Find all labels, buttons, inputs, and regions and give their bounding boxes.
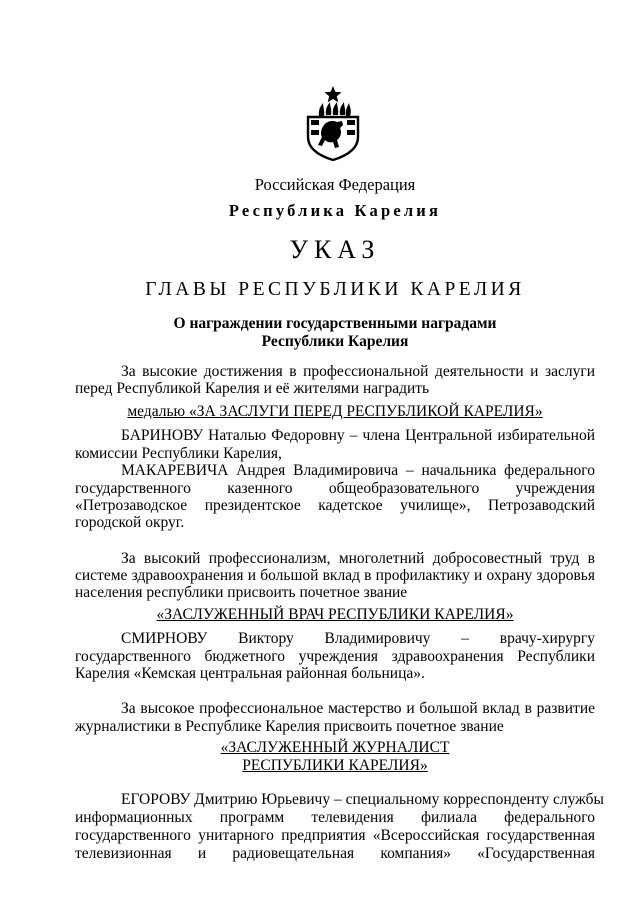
paragraph-line: государственного казенного общеобразовательного учреждения [75, 480, 595, 497]
paragraph-line: За высокие достижения в профессиональной деятельности и заслуги [121, 363, 595, 380]
award-title [75, 738, 595, 757]
paragraph-line: журналистики в Республике Карелия присвоить почетное звание [75, 718, 504, 735]
paragraph-line: государственного унитарного предприятия «Всероссийская государственная [75, 827, 595, 844]
document-subtitle: ГЛАВЫ РЕСПУБЛИКИ КАРЕЛИЯ [145, 279, 525, 300]
paragraph-line: За высокий профессионализм, многолетний добросовестный труд в [121, 550, 595, 567]
award-title-text: «ЗАСЛУЖЕННЫЙ ЖУРНАЛИСТ [220, 739, 450, 756]
document-title: УКАЗ [289, 235, 381, 264]
award-title [75, 605, 595, 624]
subject-line-2: Республики Карелия [261, 333, 409, 350]
paragraph-line: БАРИНОВУ Наталью Федоровну – члена Центральной избирательной [121, 427, 595, 444]
paragraph-line: СМИРНОВУ Виктору Владимировичу – врачу-хирургу [121, 630, 595, 647]
paragraph-line: городской округ. [75, 514, 185, 531]
subject-line-1: О награждении государственными наградами [173, 315, 497, 332]
award-title [75, 756, 595, 775]
paragraph-line: Карелия «Кемская центральная районная больница». [75, 665, 425, 682]
paragraph-line: телевизионная и радиовещательная компания» «Государственная [75, 845, 595, 862]
federation-name: Российская Федерация [254, 175, 416, 194]
award-title-text: «ЗАСЛУЖЕННЫЙ ВРАЧ РЕСПУБЛИКИ КАРЕЛИЯ» [156, 606, 514, 623]
coat-of-arms-icon [302, 85, 364, 161]
republic-name: Республика Карелия [228, 201, 442, 220]
paragraph-line: МАКАРЕВИЧА Андрея Владимировича – начальника федерального [121, 462, 595, 479]
award-title [75, 402, 595, 421]
award-title-text: РЕСПУБЛИКИ КАРЕЛИЯ» [242, 757, 428, 774]
paragraph-line: ЕГОРОВУ Дмитрию Юрьевичу – специальному корреспонденту службы [121, 791, 604, 808]
paragraph-line: комиссии Республики Карелия, [75, 445, 282, 462]
paragraph-line: информационных программ телевидения филиала федерального [75, 809, 595, 826]
paragraph-line: перед Республикой Карелия и её жителями наградить [75, 380, 430, 397]
award-title-text: медалью «ЗА ЗАСЛУГИ ПЕРЕД РЕСПУБЛИКОЙ КАРЕЛИЯ» [127, 403, 543, 420]
paragraph-line: «Петрозаводское президентское кадетское училище», Петрозаводский [75, 497, 595, 514]
paragraph-line: За высокое профессиональное мастерство и большой вклад в развитие [121, 700, 595, 717]
paragraph-line: населения республики присвоить почетное звание [75, 584, 408, 601]
paragraph-line: системе здравоохранения и большой вклад в профилактику и охрану здоровья [75, 567, 595, 584]
paragraph-line: государственного бюджетного учреждения здравоохранения Республики [75, 648, 595, 665]
